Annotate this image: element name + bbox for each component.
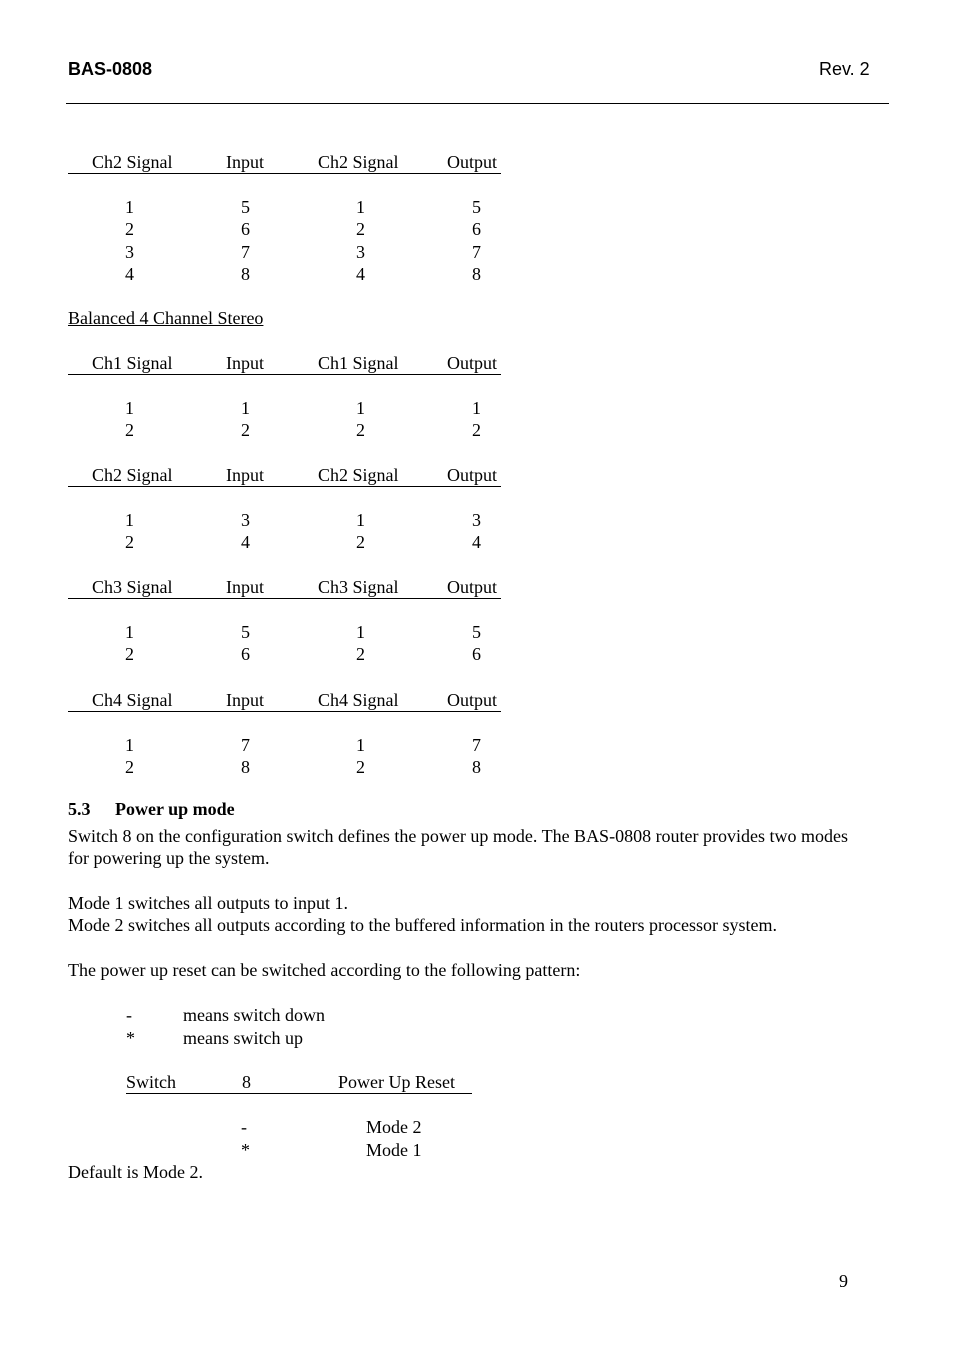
- ch2-balanced-table: [68, 464, 501, 554]
- table-header: [68, 464, 501, 487]
- cell: 1: [356, 622, 365, 642]
- intro-paragraph: Switch 8 on the configuration switch defines the power up mode. The BAS-0808 router provides two modes for powering up the system.: [68, 826, 849, 869]
- cell: 6: [241, 644, 250, 665]
- cell: 2: [125, 219, 134, 240]
- mode1-description: Mode 1 switches all outputs to input 1.: [68, 893, 348, 913]
- cell: 1: [125, 510, 134, 530]
- cell: 2: [241, 420, 250, 441]
- cell: 2: [125, 420, 134, 441]
- page-number: 9: [839, 1271, 848, 1291]
- table-row: [68, 756, 501, 778]
- cell: 3: [241, 510, 250, 530]
- switch-value-down: -: [241, 1117, 247, 1137]
- cell: 1: [125, 398, 134, 418]
- default-note: Default is Mode 2.: [68, 1162, 203, 1182]
- table-row: [68, 218, 501, 240]
- cell: 7: [241, 735, 250, 755]
- ch4-mapping-table: [68, 689, 501, 779]
- ch1-mapping-table: [68, 352, 501, 442]
- cell: 7: [241, 241, 250, 262]
- cell: 1: [356, 398, 365, 418]
- header-signal-in: Ch2 Signal: [92, 465, 173, 485]
- balanced-stereo-heading: Balanced 4 Channel Stereo: [68, 308, 264, 328]
- header-output: Output: [447, 465, 498, 485]
- cell: 1: [356, 735, 365, 755]
- mode2-description: Mode 2 switches all outputs according to the buffered information in the routers processor system.: [68, 915, 778, 935]
- header-divider: [66, 103, 889, 104]
- cell: 1: [125, 622, 134, 642]
- header-input: Input: [226, 690, 264, 710]
- cell: 5: [472, 197, 481, 217]
- cell: 2: [125, 644, 134, 665]
- cell: 4: [125, 264, 134, 285]
- cell: 5: [472, 622, 481, 642]
- cell: 1: [472, 398, 481, 418]
- table-row: [68, 196, 501, 218]
- table-row: [68, 734, 501, 756]
- cell: 2: [356, 644, 365, 665]
- header-switch-number: 8: [242, 1072, 251, 1092]
- cell: 2: [356, 219, 365, 240]
- cell: 6: [472, 644, 481, 665]
- header-input: Input: [226, 577, 264, 597]
- table-header: [68, 689, 501, 712]
- cell: 7: [472, 735, 481, 755]
- header-input: Input: [226, 152, 264, 172]
- table-row: [68, 419, 501, 441]
- cell: 5: [241, 622, 250, 642]
- legend-text-up: means switch up: [183, 1028, 303, 1048]
- ch3-mapping-table: [68, 576, 501, 666]
- pattern-intro: The power up reset can be switched according to the following pattern:: [68, 960, 581, 980]
- header-input: Input: [226, 353, 264, 373]
- table-row: [68, 397, 501, 419]
- header-signal-out: Ch2 Signal: [318, 152, 399, 172]
- table-header: [68, 151, 501, 174]
- cell: 6: [472, 219, 481, 240]
- cell: 2: [356, 420, 365, 441]
- document-title: BAS-0808: [68, 59, 153, 79]
- cell: 2: [125, 532, 134, 553]
- header-signal-out: Ch2 Signal: [318, 465, 399, 485]
- table-row: [68, 263, 501, 285]
- header-output: Output: [447, 353, 498, 373]
- header-output: Output: [447, 152, 498, 172]
- table-row: [68, 643, 501, 665]
- header-signal-out: Ch1 Signal: [318, 353, 399, 373]
- revision-label: Rev. 2: [819, 59, 870, 79]
- cell: 5: [241, 197, 250, 217]
- table-row: [68, 531, 501, 553]
- header-power-up-reset: Power Up Reset: [338, 1072, 455, 1092]
- header-signal-in: Ch2 Signal: [92, 152, 173, 172]
- header-signal-in: Ch4 Signal: [92, 690, 173, 710]
- legend-symbol-up: *: [126, 1028, 135, 1048]
- header-output: Output: [447, 690, 498, 710]
- cell: 1: [356, 510, 365, 530]
- switch-mode-2: Mode 2: [366, 1117, 422, 1137]
- section-title: Power up mode: [115, 799, 235, 819]
- table-header: [68, 576, 501, 599]
- switch-table-header: [126, 1071, 472, 1094]
- cell: 8: [472, 264, 481, 285]
- cell: 2: [356, 532, 365, 553]
- cell: 3: [472, 510, 481, 530]
- table-row: [68, 509, 501, 531]
- table-row: [68, 241, 501, 263]
- section-number: 5.3: [68, 799, 91, 819]
- header-input: Input: [226, 465, 264, 485]
- header-output: Output: [447, 577, 498, 597]
- cell: 8: [241, 264, 250, 285]
- cell: 8: [241, 757, 250, 778]
- switch-value-up: *: [241, 1140, 250, 1160]
- cell: 1: [356, 197, 365, 217]
- header-switch: Switch: [126, 1072, 177, 1092]
- cell: 2: [356, 757, 365, 778]
- cell: 3: [125, 241, 134, 262]
- cell: 4: [356, 264, 365, 285]
- cell: 3: [356, 241, 365, 262]
- cell: 2: [472, 420, 481, 441]
- cell: 1: [241, 398, 250, 418]
- header-signal-in: Ch3 Signal: [92, 577, 173, 597]
- header-signal-out: Ch3 Signal: [318, 577, 399, 597]
- cell: 1: [125, 197, 134, 217]
- cell: 8: [472, 757, 481, 778]
- cell: 2: [125, 757, 134, 778]
- header-signal-out: Ch4 Signal: [318, 690, 399, 710]
- ch2-mapping-table: [68, 151, 501, 286]
- header-signal-in: Ch1 Signal: [92, 353, 173, 373]
- cell: 4: [241, 532, 250, 553]
- legend-text-down: means switch down: [183, 1005, 325, 1025]
- legend-symbol-down: -: [126, 1005, 132, 1025]
- switch-mode-1: Mode 1: [366, 1140, 422, 1160]
- cell: 7: [472, 241, 481, 262]
- cell: 4: [472, 532, 481, 553]
- cell: 1: [125, 735, 134, 755]
- cell: 6: [241, 219, 250, 240]
- table-header: [68, 352, 501, 375]
- table-row: [68, 621, 501, 643]
